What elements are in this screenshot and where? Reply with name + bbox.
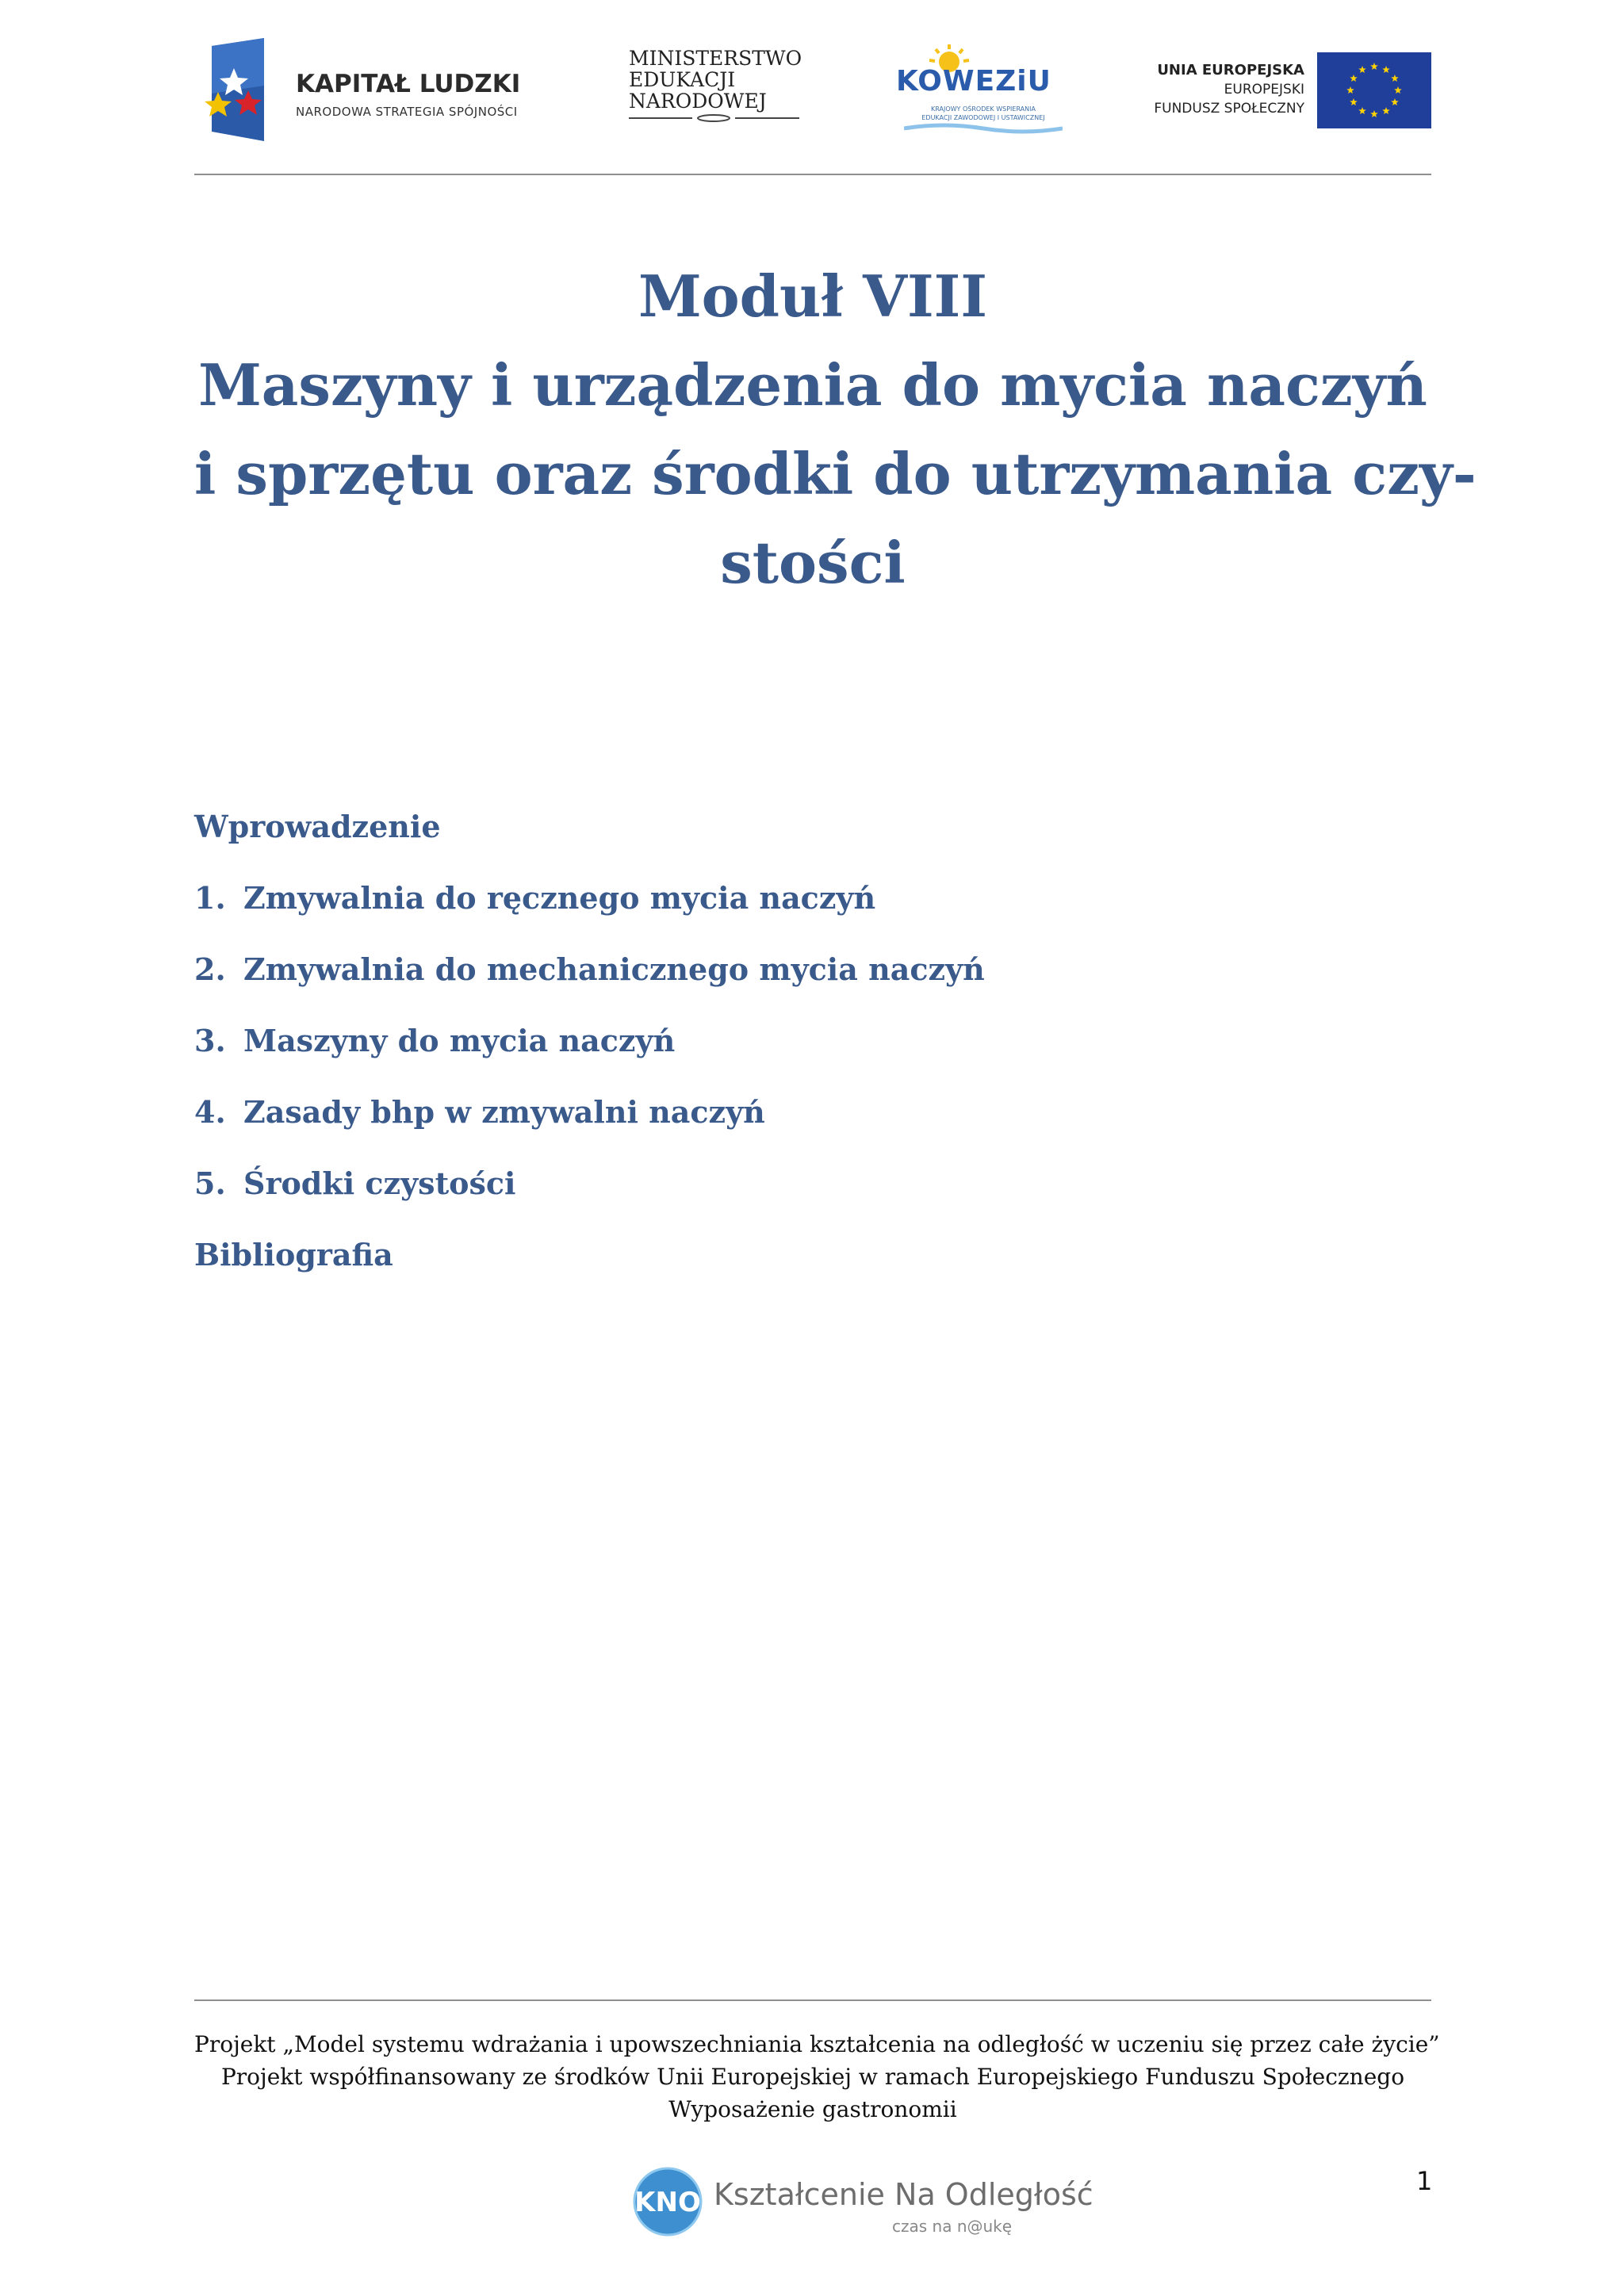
ministerstwo-quill-rule-icon (629, 113, 799, 124)
kno-globe-icon (632, 2166, 703, 2237)
ministerstwo-line-3: NARODOWEJ (629, 90, 767, 113)
svg-text:KNO: KNO (634, 2187, 701, 2218)
toc-item-1[interactable] (194, 880, 875, 916)
koweziu-wave-icon (904, 122, 1063, 135)
header-rule (194, 174, 1431, 175)
eu-star-icon (1346, 86, 1354, 94)
toc-item-label: Zmywalnia do mechanicznego mycia naczyń (243, 951, 985, 987)
eu-star-icon (1391, 98, 1399, 105)
ministerstwo-line-1: MINISTERSTWO (629, 47, 802, 70)
eu-star-icon (1382, 66, 1390, 73)
toc-bibliography[interactable]: Bibliografia (194, 1237, 393, 1272)
eu-star-icon (1370, 63, 1378, 70)
eu-star-icon (1394, 86, 1402, 94)
module-title-line-3: i sprzętu oraz środki do utrzymania czy- (194, 440, 1477, 507)
footer-line-2: Projekt współfinansowany ze środków Unii Europejskiej w ramach Europejskiego Funduszu Społecznego (220, 2064, 1405, 2090)
toc-item-3[interactable] (194, 1023, 675, 1058)
toc-item-label: Zmywalnia do ręcznego mycia naczyń (243, 880, 876, 916)
toc-item-5[interactable] (194, 1165, 515, 1201)
kapital-ludzki-emblem-icon (202, 38, 289, 141)
koweziu-sub-line-1: KRAJOWY OŚRODEK WSPIERANIA (931, 105, 1036, 113)
toc-item-number: 5. (194, 1165, 226, 1201)
eu-star-icon (1391, 75, 1399, 82)
toc-item-number: 1. (194, 880, 226, 916)
kapital-ludzki-name: KAPITAŁ LUDZKI (296, 70, 521, 98)
toc-item-label: Maszyny do mycia naczyń (243, 1023, 676, 1058)
toc-intro[interactable]: Wprowadzenie (194, 809, 441, 844)
koweziu-name: KOWEZiU (896, 65, 1051, 98)
koweziu-logo (896, 43, 1078, 138)
kno-logo-text: Kształcenie Na Odległość (714, 2177, 1094, 2212)
eu-line-3: FUNDUSZ SPOŁECZNY (1154, 101, 1304, 117)
eu-star-icon (1358, 107, 1366, 114)
module-title-line-1: Moduł VIII (638, 262, 988, 330)
eu-line-1: UNIA EUROPEJSKA (1157, 62, 1304, 78)
footer-line-1: Projekt „Model systemu wdrażania i upowszechniania kształcenia na odległość w uczeniu się przez całe życie” (194, 2031, 1440, 2057)
ministerstwo-logo (629, 48, 803, 135)
koweziu-subtitle (904, 105, 1063, 122)
toc-item-label: Zasady bhp w zmywalni naczyń (243, 1094, 765, 1130)
eu-stars-icon (1317, 52, 1431, 128)
footer-line-3: Wyposażenie gastronomii (668, 2096, 957, 2122)
toc-item-number: 2. (194, 951, 226, 987)
footer-rule (194, 1999, 1431, 2001)
eu-star-icon (1350, 75, 1358, 82)
kapital-ludzki-tagline: NARODOWA STRATEGIA SPÓJNOŚCI (296, 105, 518, 119)
eu-line-2: EUROPEJSKI (1224, 82, 1304, 98)
page-header (194, 32, 1431, 151)
toc-item-label: Środki czystości (243, 1165, 516, 1201)
eu-star-icon (1370, 110, 1378, 117)
eu-star-icon (1382, 107, 1390, 114)
toc-item-number: 4. (194, 1094, 226, 1130)
toc-item-2[interactable] (194, 951, 985, 987)
eu-flag-icon (1317, 52, 1431, 128)
eu-logo-text (1154, 60, 1304, 118)
ksztalcenie-na-odleglosc-logo (630, 2163, 1094, 2242)
module-title-line-4: stości (720, 529, 906, 596)
toc-item-number: 3. (194, 1023, 226, 1058)
kapital-ludzki-logo (202, 38, 535, 141)
ministerstwo-line-2: EDUKACJI (629, 68, 736, 91)
eu-logo (1142, 49, 1431, 128)
module-title (194, 252, 1477, 607)
eu-star-icon (1358, 66, 1366, 73)
toc-item-4[interactable] (194, 1094, 765, 1130)
koweziu-sub-line-2: EDUKACJI ZAWODOWEJ I USTAWICZNEJ (921, 114, 1045, 121)
page-number: 1 (1416, 2166, 1433, 2196)
kno-logo-subtitle: czas na n@ukę (892, 2217, 1013, 2236)
module-title-line-2: Maszyny i urządzenia do mycia naczyń (198, 351, 1427, 419)
page-footer (194, 2028, 1440, 2126)
eu-star-icon (1350, 98, 1358, 105)
